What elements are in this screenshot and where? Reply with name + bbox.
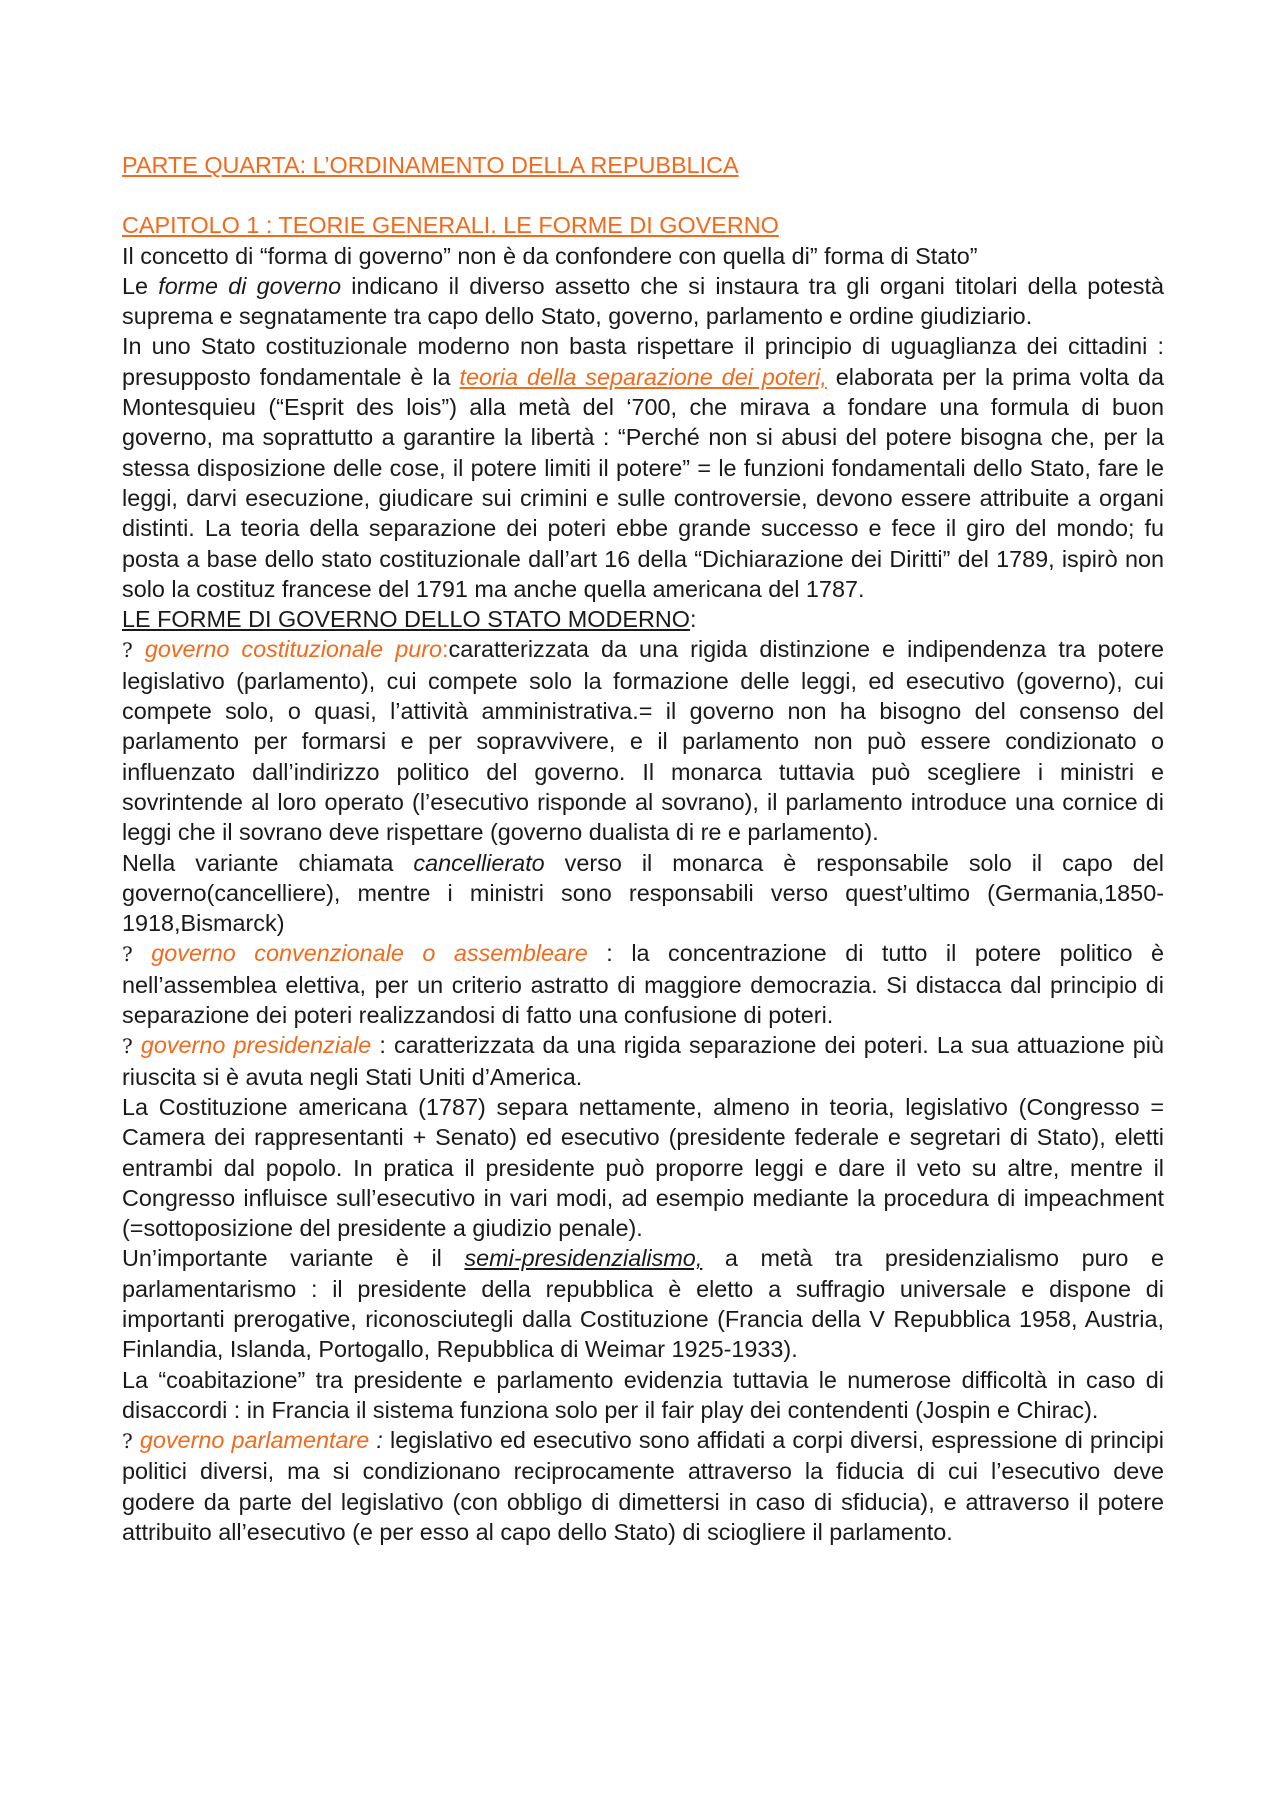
text-span: elaborata per la prima volta da Montesquieu (“Esprit des lois”) alla metà del ‘700, che mirava a fondare una formula di buon governo, ma soprattutto a garantire la libertà : “Perché non si abusi del potere bisogna che, per la stessa disposizione delle cose, il potere limiti il potere” = le funzioni fondamentali dello Stato, fare le leggi, darvi esecuzione, giudicare sui crimini e sulle controversie, devono essere attribuite a organi distinti. La teoria della separazione dei poteri ebbe grande successo e fece il giro del mondo; fu posta a base dello stato costituzionale dall’art 16 della “Dichiarazione dei Diritti” del 1789, ispirò non solo la costituz francese del 1791 ma anche quella americana del 1787. [122,363,1164,602]
subheading-colon: : [689,606,697,633]
bullet-text: : caratterizzata da una rigida separazione dei poteri. La sua attuazione più riuscita si è avuta negli Stati Uniti d’America. [122,1032,1165,1090]
paragraph-coabitazione: La “coabitazione” tra presidente e parlamento evidenzia tuttavia le numerose difficoltà in caso di disaccordi : in Francia il sistema funziona solo per il fair play dei contendenti (Jospin e Chirac). [122,1366,1164,1423]
subheading-text: LE FORME DI GOVERNO DELLO STATO MODERNO [122,606,690,633]
text-span: Un’importante variante è il [122,1245,465,1272]
emphasis-term: cancellierato [413,849,545,876]
forme-governo-subheading [122,604,1164,634]
bullet-term: governo parlamentare [139,1427,370,1454]
bullet-term: governo costituzionale puro [144,636,443,663]
text-span: a metà tra presidenzialismo puro e parlamentarismo : il presidente della repubblica è eletto a suffragio universale e dispone di importanti prerogative, riconosciutegli dalla Costituzione (Francia della V Repubblica 1958, Austria, Finlandia, Islanda, Portogallo, Repubblica di Weimar 1925-1933). [122,1245,1164,1363]
paragraph-cancellierato [122,848,1164,939]
bullet-governo-convenzionale [122,938,1164,1030]
bullet-text: legislativo ed esecutivo sono affidati a corpi diversi, espressione di principi politici diversi, ma si condizionano reciprocamente attraverso la fiducia di cui l’esecutivo deve godere da parte del legislativo (con obbligo di dimettersi in caso di sfiducia), e attraverso il potere attribuito all’esecutivo (e per esso al capo dello Stato) di sciogliere il parlamento. [122,1427,1164,1546]
bullet-colon: : [369,1427,383,1454]
text-span: Nella variante chiamata [122,849,414,876]
bullet-colon: : [442,636,449,663]
paragraph-forme-di-governo [122,271,1164,332]
chapter-heading: CAPITOLO 1 : TEORIE GENERALI. LE FORME DI GOVERNO [122,212,779,239]
bullet-glyph-icon: ? [122,942,133,967]
bullet-text: : la concentrazione di tutto il potere politico è nell’assemblea elettiva, per un criterio astratto di maggiore democrazia. Si distacca dal principio di separazione dei poteri realizzandosi di fatto una confusione di poteri. [122,940,1165,1029]
bullet-governo-parlamentare [122,1425,1164,1547]
bullet-glyph-icon: ? [122,1429,133,1454]
separazione-poteri-link[interactable]: teoria della separazione dei poteri, [459,363,827,390]
part-heading: PARTE QUARTA: L’ORDINAMENTO DELLA REPUBBLICA [122,152,739,178]
emphasis-term: forme di governo [158,272,342,299]
text-span: verso il monarca è responsabile solo il capo del governo(cancelliere), mentre i ministri sono responsabili verso quest’ultimo (Germania,1850-1918,Bismarck) [122,849,1164,937]
paragraph-semi-presidenzialismo [122,1243,1164,1364]
text-span: In uno Stato costituzionale moderno non basta rispettare il principio di uguaglianza dei cittadini : presupposto fondamentale è la [122,333,1164,390]
semi-presidenzialismo-term: semi-presidenzialismo, [464,1245,703,1272]
bullet-glyph-icon: ? [122,1034,133,1059]
document-page [122,150,1164,1547]
intro-paragraph: Il concetto di “forma di governo” non è da confondere con quella di” forma di Stato” [122,242,978,269]
spacer [122,180,1164,210]
bullet-glyph-icon: ? [122,638,133,663]
bullet-governo-costituzionale [122,634,1164,847]
bullet-governo-presidenziale [122,1030,1164,1092]
bullet-text: caratterizzata da una rigida distinzione e indipendenza tra potere legislativo (parlamento), cui compete solo la formazione delle leggi, ed esecutivo (governo), cui compete solo, o quasi, l’attività amministrativa.= il governo non ha bisogno del consenso del parlamento per formarsi e per sopravvivere, e il parlamento non può essere condizionato o influenzato dall’indirizzo politico del governo. Il monarca tuttavia può scegliere i ministri e sovrintende al loro operato (l’esecutivo risponde al sovrano), il parlamento introduce una cornice di leggi che il sovrano deve rispettare (governo dualista di re e parlamento). [122,636,1165,846]
bullet-term: governo presidenziale [140,1032,372,1059]
text-span: Le [122,272,159,299]
bullet-term: governo convenzionale o assembleare [151,940,588,967]
paragraph-costituzione-americana: La Costituzione americana (1787) separa nettamente, almeno in teoria, legislativo (Congresso = Camera dei rappresentanti + Senato) ed esecutivo (presidente federale e segretari di Stato), eletti entrambi dal popolo. In pratica il presidente può proporre leggi e dare il veto su altre, mentre il Congresso influisce sull’esecutivo in vari modi, ad esempio mediante la procedura di impeachment (=sottoposizione del presidente a giudizio penale). [122,1093,1164,1242]
paragraph-separazione-poteri [122,331,1164,604]
text-span: indicano il diverso assetto che si instaura tra gli organi titolari della potestà suprema e segnatamente tra capo dello Stato, governo, parlamento e ordine giudiziario. [122,272,1164,330]
